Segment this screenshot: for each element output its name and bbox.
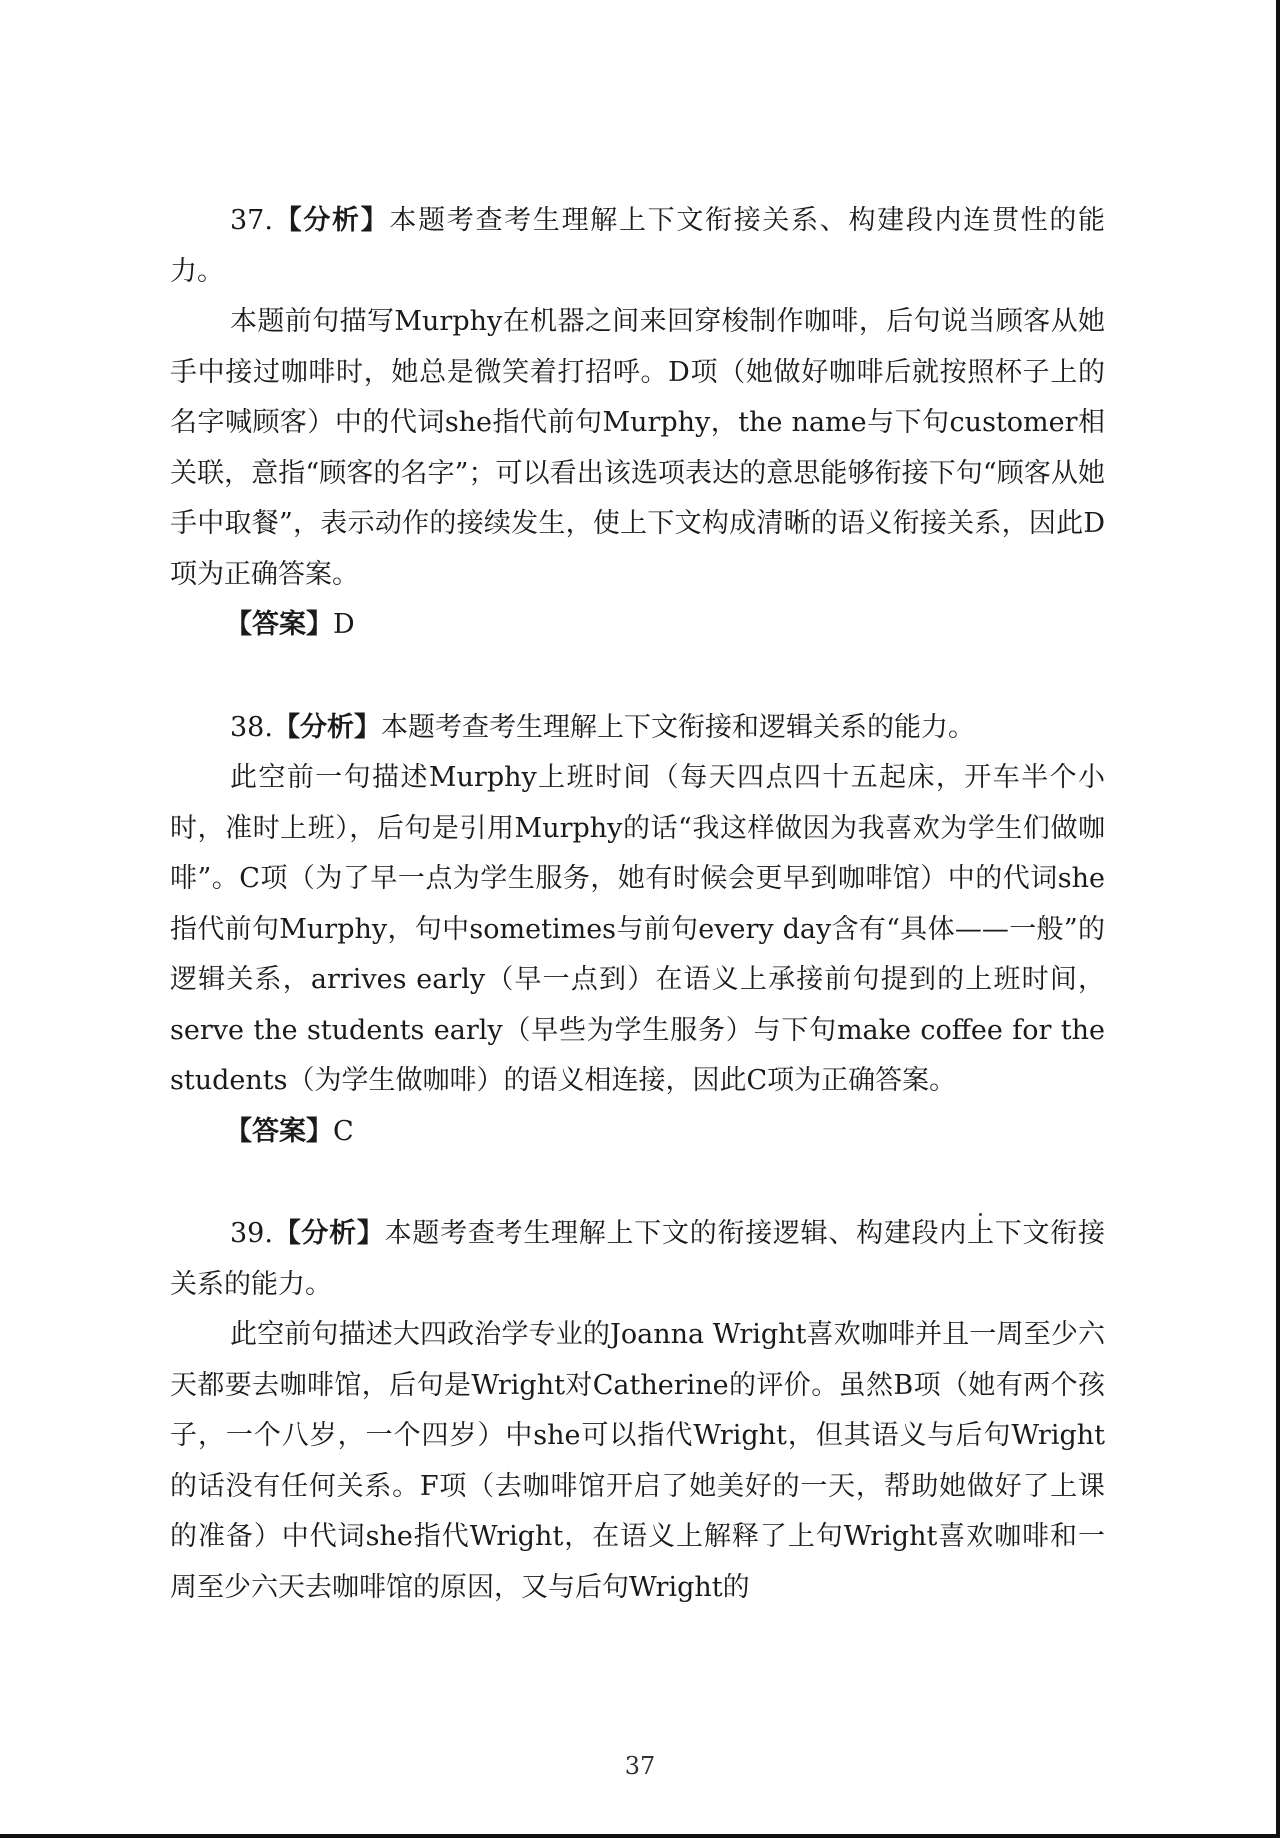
analysis-body-38: 此空前一句描述Murphy上班时间（每天四点四十五起床，开车半个小时，准时上班），后句是引用Murphy的话“我这样做因为我喜欢为学生们做咖啡”。C项（为了早一点为学生服务，她有时候会更早到咖啡馆）中的代词she指代前句Murphy，句中sometimes与前句every day含有“具体——一般”的逻辑关系，arrives early（早一点到）在语义上承接前句提到的上班时间，serve the students early（早些为学生服务）与下句make coffee for the students（为学生做咖啡）的语义相连接，因此C项为正确答案。 xyxy=(170,762,1105,1096)
answer-value: D xyxy=(333,609,355,640)
page-content xyxy=(170,196,1105,1613)
analysis-heading-39 xyxy=(170,1209,1105,1310)
analysis-summary: 本题考查考生理解上下文衔接关系、构建段内连贯性的能力。 xyxy=(170,205,1106,287)
answer-label: 【答案】 xyxy=(225,1115,333,1147)
section-gap xyxy=(170,651,1105,703)
analysis-summary: 本题考查考生理解上下文衔接和逻辑关系的能力。 xyxy=(380,711,975,743)
analysis-summary: 本题考查考生理解上下文的衔接逻辑、构建段内上下文衔接关系的能力。 xyxy=(170,1218,1106,1300)
page-number: 37 xyxy=(624,1752,656,1780)
question-37-explanation xyxy=(170,196,1105,651)
analysis-heading-37 xyxy=(170,196,1105,297)
answer-line-37 xyxy=(170,600,1105,651)
question-39-explanation xyxy=(170,1209,1105,1613)
analysis-heading-38 xyxy=(170,703,1105,754)
scan-right-edge xyxy=(1276,0,1280,1838)
analysis-body-39: 此空前句描述大四政治学专业的Joanna Wright喜欢咖啡并且一周至少六天都要去咖啡馆，后句是Wright对Catherine的评价。虽然B项（她有两个孩子，一个八岁，一个四岁）中she可以指代Wright，但其语义与后句Wright的话没有任何关系。F项（去咖啡馆开启了她美好的一天，帮助她做好了上课的准备）中代词she指代Wright，在语义上解释了上句Wright喜欢咖啡和一周至少六天去咖啡馆的原因，又与后句Wright的 xyxy=(170,1319,1105,1603)
scan-bottom-edge xyxy=(0,1834,1280,1838)
answer-line-38 xyxy=(170,1107,1105,1158)
question-number: 38. xyxy=(230,711,273,743)
analysis-label: 【分析】 xyxy=(272,205,390,236)
question-number: 39. xyxy=(230,1218,273,1249)
analysis-body-37: 本题前句描写Murphy在机器之间来回穿梭制作咖啡，后句说当顾客从她手中接过咖啡时，她总是微笑着打招呼。D项（她做好咖啡后就按照杯子上的名字喊顾客）中的代词she指代前句Murphy，the name与下句customer相关联，意指“顾客的名字”；可以看出该选项表达的意思能够衔接下句“顾客从她手中取餐”，表示动作的接续发生，使上下文构成清晰的语义衔接关系，因此D项为正确答案。 xyxy=(170,306,1105,590)
analysis-label: 【分析】 xyxy=(272,711,381,743)
analysis-label: 【分析】 xyxy=(272,1218,385,1249)
section-gap xyxy=(170,1157,1105,1209)
question-number: 37. xyxy=(230,205,273,236)
answer-label: 【答案】 xyxy=(225,609,333,640)
question-38-explanation xyxy=(170,703,1105,1158)
answer-value: C xyxy=(333,1115,354,1147)
